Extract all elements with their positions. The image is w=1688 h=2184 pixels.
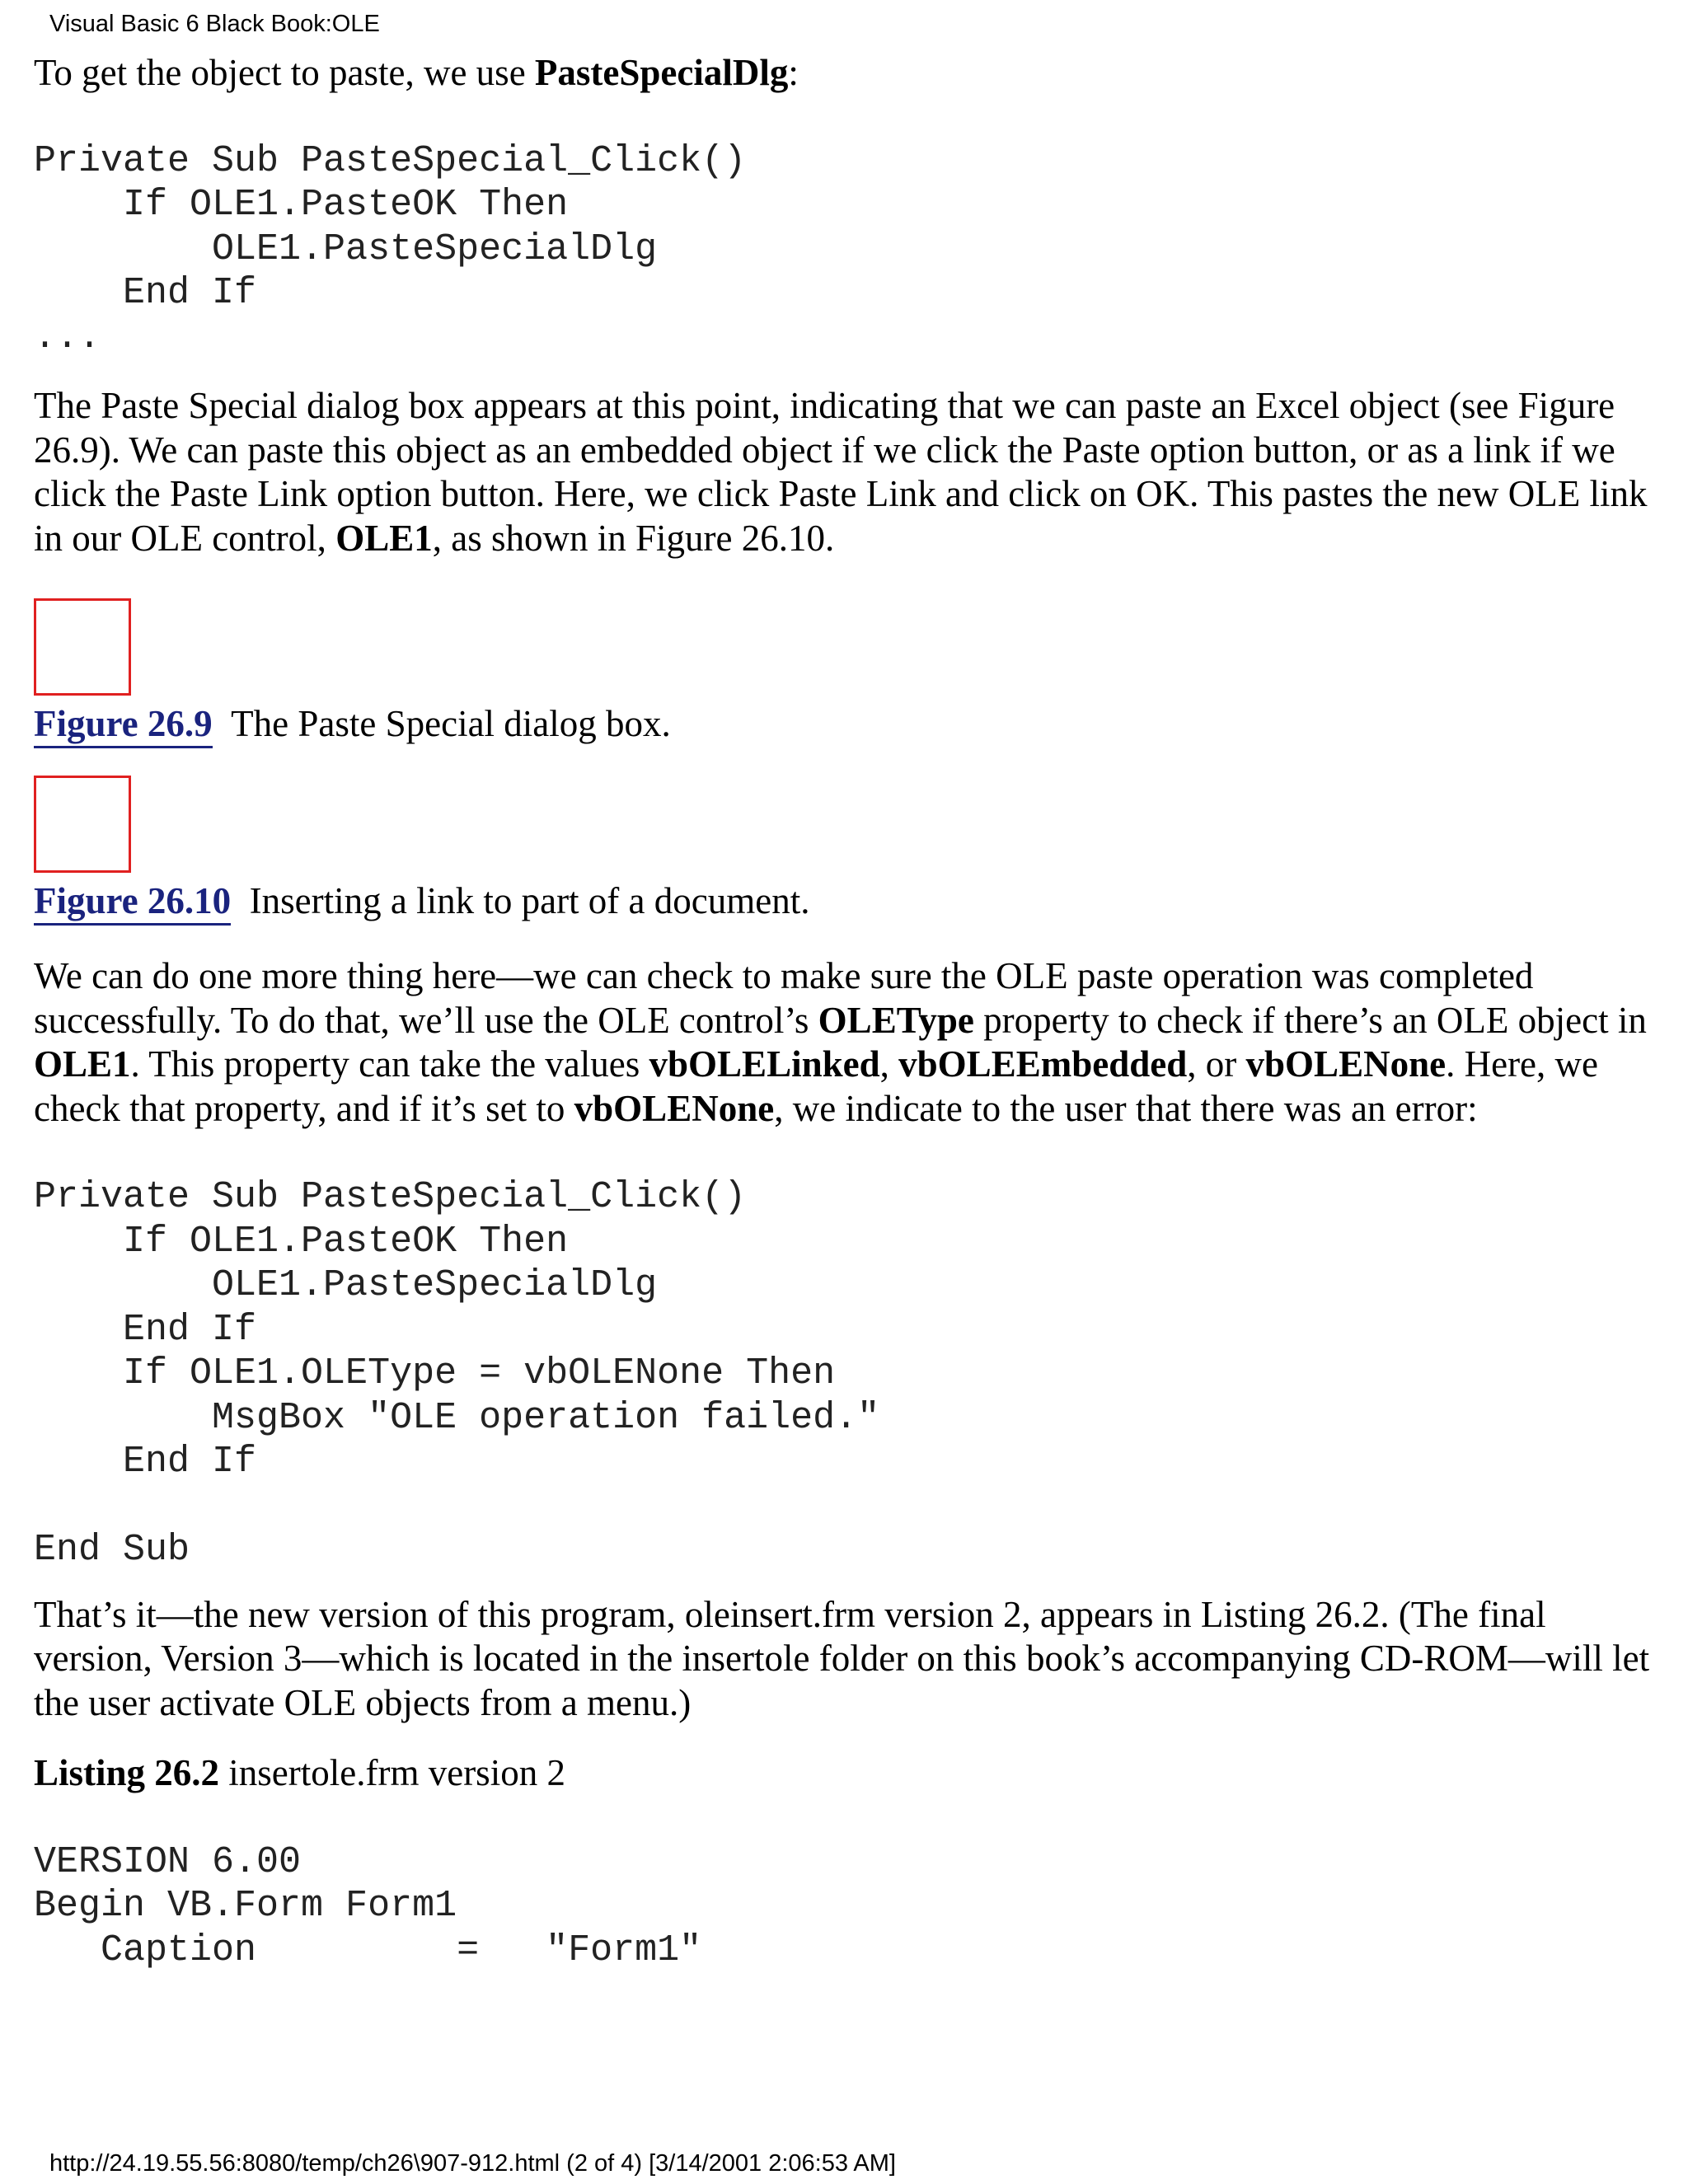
paragraph-oletype: [34, 954, 1662, 1131]
figure-link[interactable]: Figure 26.9: [34, 703, 213, 748]
bold-term: vbOLELinked: [649, 1043, 880, 1085]
text: , or: [1187, 1043, 1246, 1085]
figure-caption: [34, 879, 1662, 924]
text: , as shown in Figure 26.10.: [432, 517, 835, 559]
figure-image-placeholder: [34, 776, 131, 873]
bold-term: PasteSpecialDlg: [534, 52, 789, 93]
bold-term: vbOLENone: [1245, 1043, 1447, 1085]
text: . This property can take the values: [130, 1043, 649, 1085]
paragraph-new-version: [34, 1593, 1662, 1726]
text: We can do one more thing here—we can check to make sure the OLE paste operation was completed successfully. To do that, we’ll use the OLE control’s: [34, 955, 1534, 1041]
page-footer-url: http://24.19.55.56:8080/temp/ch26\907-912.html (2 of 4) [3/14/2001 2:06:53 AM]: [49, 2150, 896, 2177]
listing-label: Listing 26.2: [34, 1752, 220, 1793]
text: , we indicate to the user that there was an error:: [774, 1087, 1478, 1129]
text: property to check if there’s an OLE object in: [973, 999, 1647, 1041]
figure-caption-text: Inserting a link to part of a document.: [249, 879, 810, 921]
bold-term: OLE1: [34, 1043, 131, 1085]
figure-caption-text: The Paste Special dialog box.: [231, 703, 671, 744]
listing-title: [34, 1751, 1662, 1796]
bold-term: OLEType: [818, 999, 974, 1041]
code-block-2: Private Sub PasteSpecial_Click() If OLE1.PasteOK Then OLE1.PasteSpecialDlg End If If OLE1.OLEType = vbOLENone Then MsgBox "OLE operation failed." End If End Sub: [34, 1176, 880, 1571]
text: The Paste Special dialog box appears at this point, indicating that we can paste an Excel object (see Figure 26.9). We can paste this object as an embedded object if we click the Paste option button, or as a link if we click the Paste Link option button. Here, we click Paste Link and click on OK. This pastes the new OLE link in our OLE control,: [34, 385, 1648, 559]
text: ,: [879, 1043, 899, 1085]
paragraph-paste-special: [34, 384, 1662, 560]
bold-term: vbOLENone: [574, 1087, 775, 1129]
code-block-3: VERSION 6.00 Begin VB.Form Form1 Caption = "Form1": [34, 1840, 702, 1971]
text: . Here, we check that property, and if it’s set to: [34, 1043, 1598, 1129]
bold-term: vbOLEEmbedded: [898, 1043, 1188, 1085]
figure-caption: [34, 702, 1662, 747]
code-block-1: Private Sub PasteSpecial_Click() If OLE1.PasteOK Then OLE1.PasteSpecialDlg End If ...: [34, 139, 747, 359]
listing-name: insertole.frm version 2: [219, 1752, 565, 1793]
text: :: [788, 52, 799, 93]
page-header-title: Visual Basic 6 Black Book:OLE: [49, 11, 380, 37]
text: To get the object to paste, we use: [34, 52, 535, 93]
bold-term: OLE1: [335, 517, 433, 559]
paragraph-intro: [34, 51, 1662, 96]
document-body: [34, 51, 1662, 1972]
figure-link[interactable]: Figure 26.10: [34, 880, 231, 926]
figure-image-placeholder: [34, 598, 131, 696]
text: That’s it—the new version of this program, oleinsert.frm version 2, appears in Listing 26.2. (The final version, Version 3—which is located in the insertole folder on this book’s accompanying CD-ROM—will let the user activate OLE objects from a menu.): [34, 1593, 1650, 1723]
